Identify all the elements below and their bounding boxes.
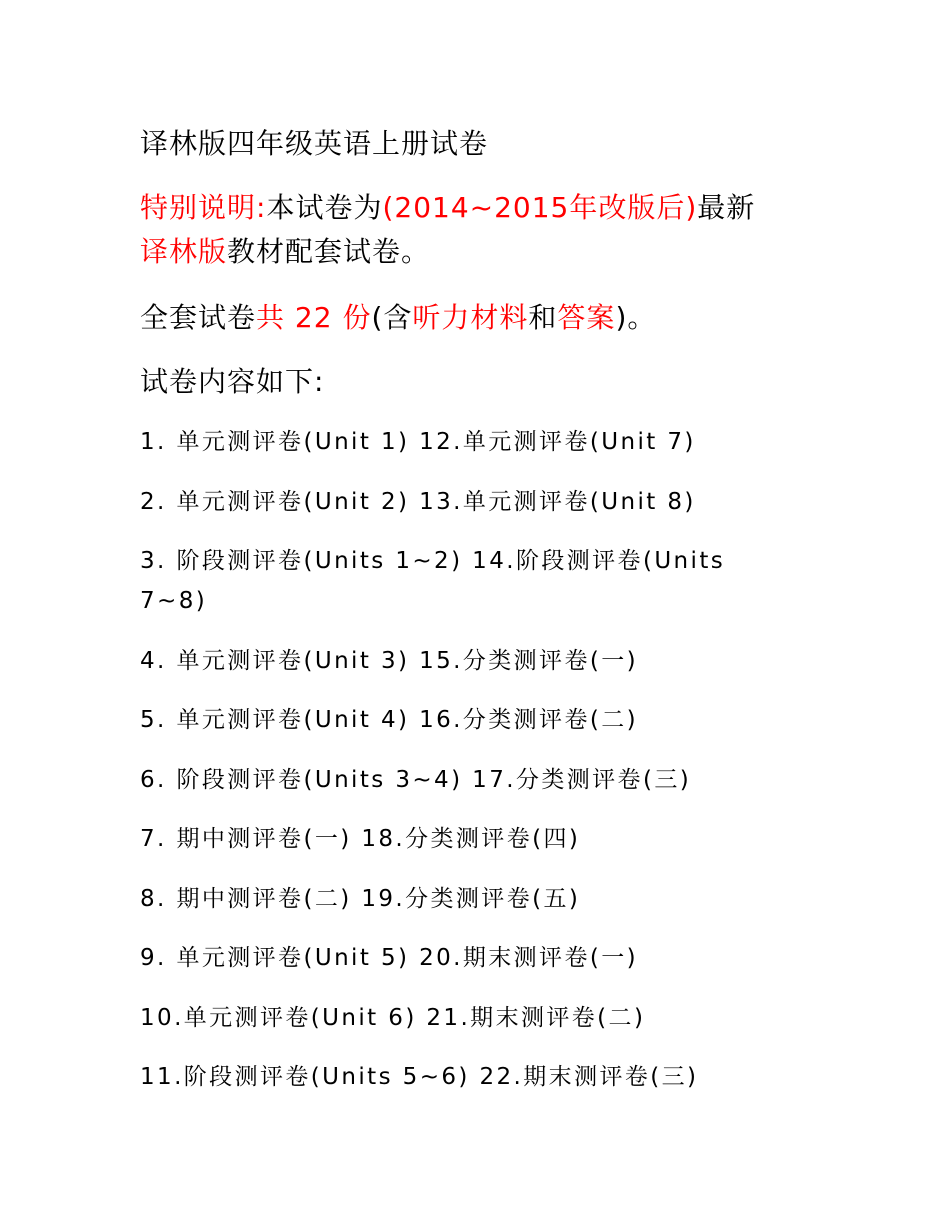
list-item: 7. 期中测评卷(一) 18.分类测评卷(四) (140, 826, 581, 852)
summary-listening: 听力材料 (412, 301, 529, 334)
summary-text-4: )。 (615, 301, 657, 334)
summary-answers: 答案 (557, 301, 616, 334)
note-text-2: 最新 (697, 191, 756, 224)
special-note (140, 186, 820, 274)
contents-list (140, 422, 780, 1117)
list-item: 2. 单元测评卷(Unit 2) 13.单元测评卷(Unit 8) (140, 488, 696, 515)
list-item: 10.单元测评卷(Unit 6) 21.期末测评卷(二) (140, 1004, 646, 1031)
list-item: 1. 单元测评卷(Unit 1) 12.单元测评卷(Unit 7) (140, 429, 696, 455)
summary-text-1: 全套试卷 (140, 301, 257, 334)
list-item: 4. 单元测评卷(Unit 3) 15.分类测评卷(一) (140, 647, 639, 674)
summary-text-3: 和 (528, 301, 558, 334)
note-edition: (2014~2015年改版后) (382, 191, 698, 224)
note-text-3: 教材配套试卷。 (227, 235, 431, 268)
summary-text-2: (含 (371, 301, 413, 334)
list-item: 3. 阶段测评卷(Units 1~2) 14.阶段测评卷(Units 7~8) (140, 548, 726, 614)
summary-line (140, 296, 820, 340)
contents-heading: 试卷内容如下: (140, 365, 325, 398)
list-item: 11.阶段测评卷(Units 5~6) 22.期末测评卷(三) (140, 1064, 699, 1090)
list-item: 6. 阶段测评卷(Units 3~4) 17.分类测评卷(三) (140, 766, 692, 793)
list-item: 9. 单元测评卷(Unit 5) 20.期末测评卷(一) (140, 945, 639, 971)
note-label: 特别说明: (140, 191, 267, 224)
note-publisher: 译林版 (140, 235, 228, 268)
list-item: 8. 期中测评卷(二) 19.分类测评卷(五) (140, 885, 581, 912)
summary-count: 共 22 份 (256, 301, 372, 334)
document-title: 译林版四年级英语上册试卷 (140, 127, 489, 160)
list-item: 5. 单元测评卷(Unit 4) 16.分类测评卷(二) (140, 707, 639, 733)
note-text-1: 本试卷为 (266, 191, 383, 224)
